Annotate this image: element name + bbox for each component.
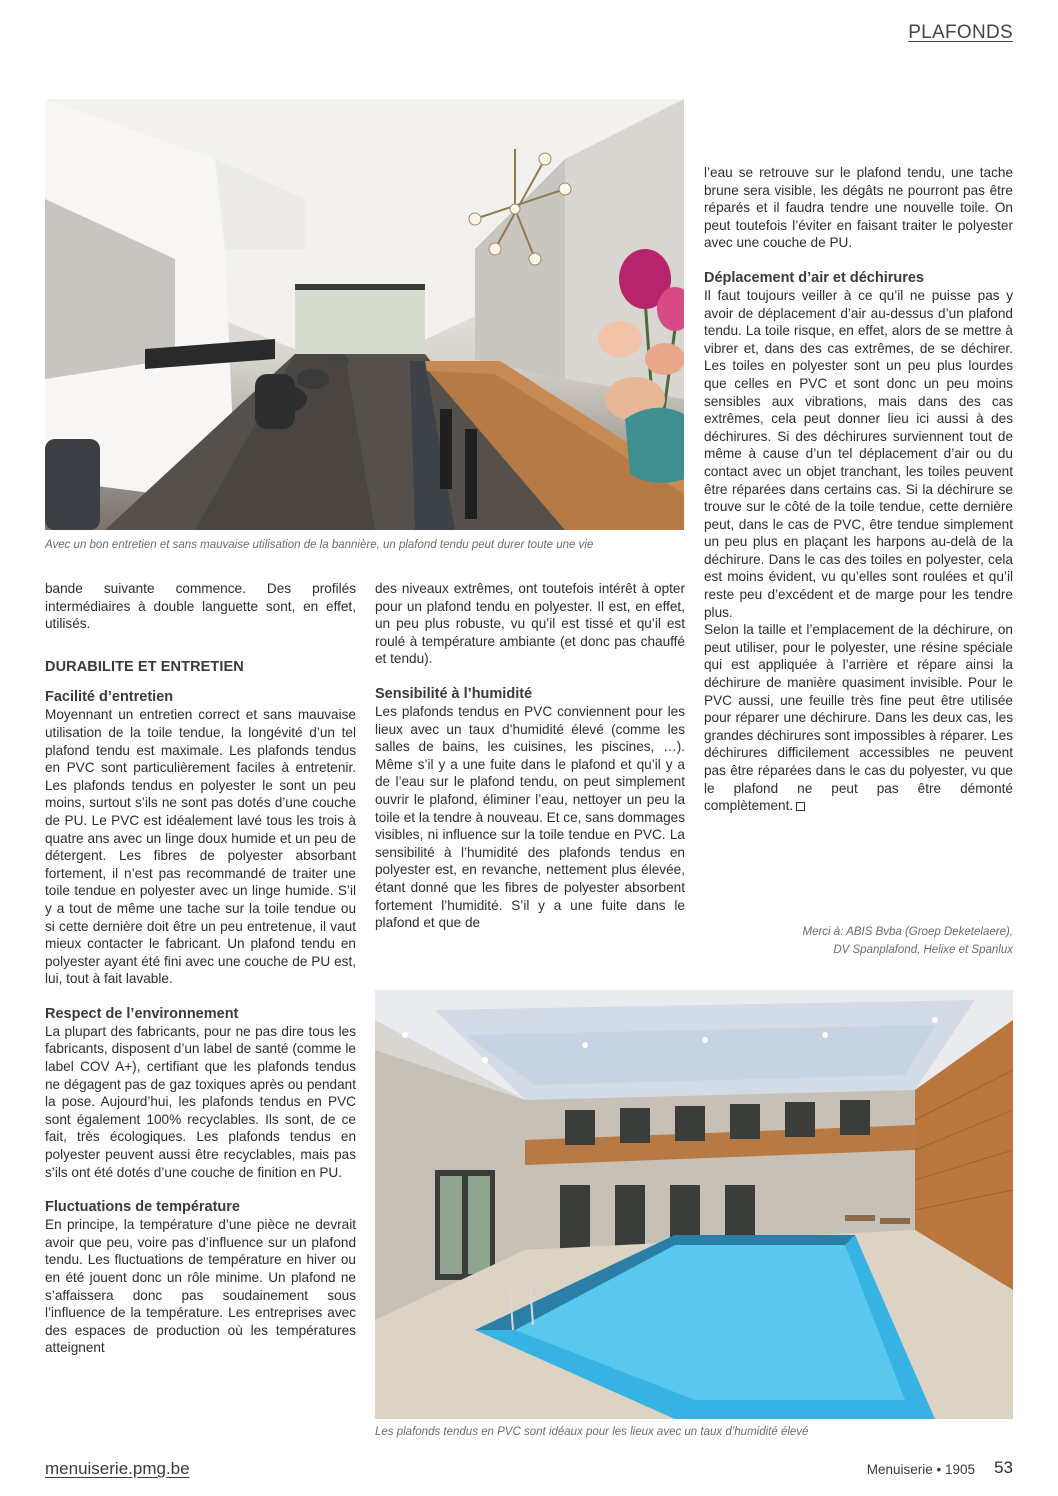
credits xyxy=(704,923,1013,959)
fluctuations-temperature-text: En principe, la température d’une pièce ne devrait avoir que peu, voire pas d’influence sur un plafond tendu. Les fluctuations de température en hiver ou en été jouent donc un rôle minime. Un plafond ne s’affaissera donc pas soudainement sous l’influence de la température. Les entreprises avec des espaces de production où les températures atteignent xyxy=(45,1217,356,1356)
subhead-fluctuations-temperature: Fluctuations de température xyxy=(45,1199,240,1216)
page-number: 53 xyxy=(994,1458,1013,1477)
subhead-respect-environnement: Respect de l’environnement xyxy=(45,1005,239,1022)
col1-intro: bande suivante commence. Des profilés intermédiaires à double languette sont, en effet, utilisés. xyxy=(45,581,356,632)
bottom-photo-caption: Les plafonds tendus en PVC sont idéaux pour les lieux avec un taux d’humidité élevé xyxy=(375,1426,809,1438)
subhead-sensibilite-humidite: Sensibilité à l’humidité xyxy=(375,685,533,702)
section-heading-durabilite: DURABILITE ET ENTRETIEN xyxy=(45,658,244,675)
deplacement-air-text-a: Il faut toujours veiller à ce qu’il ne puisse pas y avoir de déplacement d’air au-dessus d’un plafond tendu. La toile risque, en effet, alors de se mettre à vibrer et, dans des cas extrêmes, de se déchirer. Les toiles en polyester sont un peu plus lourdes que celles en PVC et sont donc un peu moins sensibles aux vibrations, mais dans des cas extrêmes, cela peut donner lieu ici aussi à des déchirures. Si des déchirures surviennent tout de même à cause d’un tel déplacement d’air ou du contact avec un objet tranchant, les toiles peuvent être réparées dans certains cas. Si la déchirure se trouve sur le côté de la toile tendue, cette dernière peut, dans le cas de PVC, être tendue simplement un peu plus en plaçant les harpons au-delà de la déchirure. Dans le cas des toiles en polyester, cela est moins évident, vu qu’elles sont roulées et qu’il reste peu d’excédent et de marge pour les tendre plus. xyxy=(704,287,1013,620)
subhead-deplacement-air: Déplacement d’air et déchirures xyxy=(704,269,924,286)
col2-intro: des niveaux extrêmes, ont toutefois intérêt à opter pour un plafond tendu en polyester. Il est, en effet, un peu plus robuste, vu qu’il est tissé et qu’il est roulé à température ambiante (et donc pas chauffé et tendu). xyxy=(375,581,685,667)
subhead-facilite-entretien: Facilité d’entretien xyxy=(45,689,174,706)
restaurant-photo xyxy=(45,99,684,530)
column-2 xyxy=(375,580,685,932)
deplacement-air-text-b xyxy=(704,621,1013,815)
column-3 xyxy=(704,164,1013,815)
footer-website-link[interactable]: menuiserie.pmg.be xyxy=(45,1459,190,1478)
credits-line-1: Merci à: ABIS Bvba (Groep Deketelaere), xyxy=(802,926,1013,938)
credits-line-2: DV Spanplafond, Helixe et Spanlux xyxy=(833,944,1013,956)
deplacement-air-text-b-body: Selon la taille et l’emplacement de la déchirure, on peut utiliser, pour le polyester, une résine spéciale qui est appliquée à l’arrière et répare ainsi la déchirure de manière quasiment invisible. Pour le PVC aussi, une feuille très fine peut être utilisée pour réparer une déchirure. Dans les deux cas, les grandes déchirures sont impossibles à réparer. Les déchirures difficilement accessibles ne peuvent pas être réparées dans le cas du polyester, vu que le plafond ne peut pas être démonté complètement. xyxy=(704,622,1013,814)
sensibilite-humidite-text: Les plafonds tendus en PVC conviennent pour les lieux avec un taux d’humidité élevé (comme les salles de bains, les cuisines, les piscines, …). Même s’il y a une fuite dans le plafond et qu’il y a de l’eau sur le plafond tendu, on peut simplement ouvrir le plafond, éliminer l’eau, nettoyer un peu la toile et la tendre à nouveau. Et ce, sans dommages visibles, ni influence sur la toile tendue en PVC. La sensibilité à l’humidité des plafonds tendus en polyester est, en revanche, nettement plus élevée, étant donné que les fibres de polyester absorbent fortement l’humidité. S’il y a une fuite dans le plafond et que de xyxy=(375,703,685,931)
pool-photo xyxy=(375,990,1013,1419)
end-of-article-icon xyxy=(796,802,805,811)
respect-environnement-text: La plupart des fabricants, pour ne pas dire tous les fabricants, disposent d’un label de santé (comme le label COV A+), certifiant que les plafonds tendus ne dégagent pas de gaz toxiques après ou pendant la pose. Aujourd’hui, les plafonds tendus en PVC sont également 100% recyclables. Ils sont, de ce fait, très écologiques. Les plafonds tendus en polyester peuvent aussi être recyclables, mais pas s’ils ont été dotés d’une couche de finition en PU. xyxy=(45,1023,356,1180)
facilite-entretien-text: Moyennant un entretien correct et sans mauvaise utilisation de la toile tendue, la longévité d’un tel plafond tendu est maximale. Les plafonds tendus en PVC sont particulièrement faciles à entretenir. Les plafonds tendus en polyester le sont un peu moins, surtout s’ils ne sont pas dotés d’une couche de PU. Le PVC est idéalement lavé tous les trois à quatre ans avec un linge doux humide et un peu de détergent. Les fibres de polyester absorbant fortement, il n’est pas recommandé de traiter une toile tendue en polyester avec un linge humide. S’il y a tout de même une tache sur la toile tendue ou si cette dernière doit être un peu entretenue, il vaut mieux contacter le fabricant. Un plafond tendu en polyester ayant été fini avec une couche de PU est, lui, tout à fait lavable. xyxy=(45,707,356,987)
column-1 xyxy=(45,580,356,1357)
top-photo-caption: Avec un bon entretien et sans mauvaise utilisation de la bannière, un plafond tendu peut durer toute une vie xyxy=(45,539,594,551)
section-tag: PLAFONDS xyxy=(908,22,1013,43)
footer-magazine-issue: Menuiserie • 1905 xyxy=(866,1462,975,1477)
col3-intro: l’eau se retrouve sur le plafond tendu, une tache brune sera visible, les dégâts ne pourront pas être réparés et il faudra tendre une nouvelle toile. On peut toutefois l’éviter en faisant traiter le polyester avec une couche de PU. xyxy=(704,165,1013,251)
